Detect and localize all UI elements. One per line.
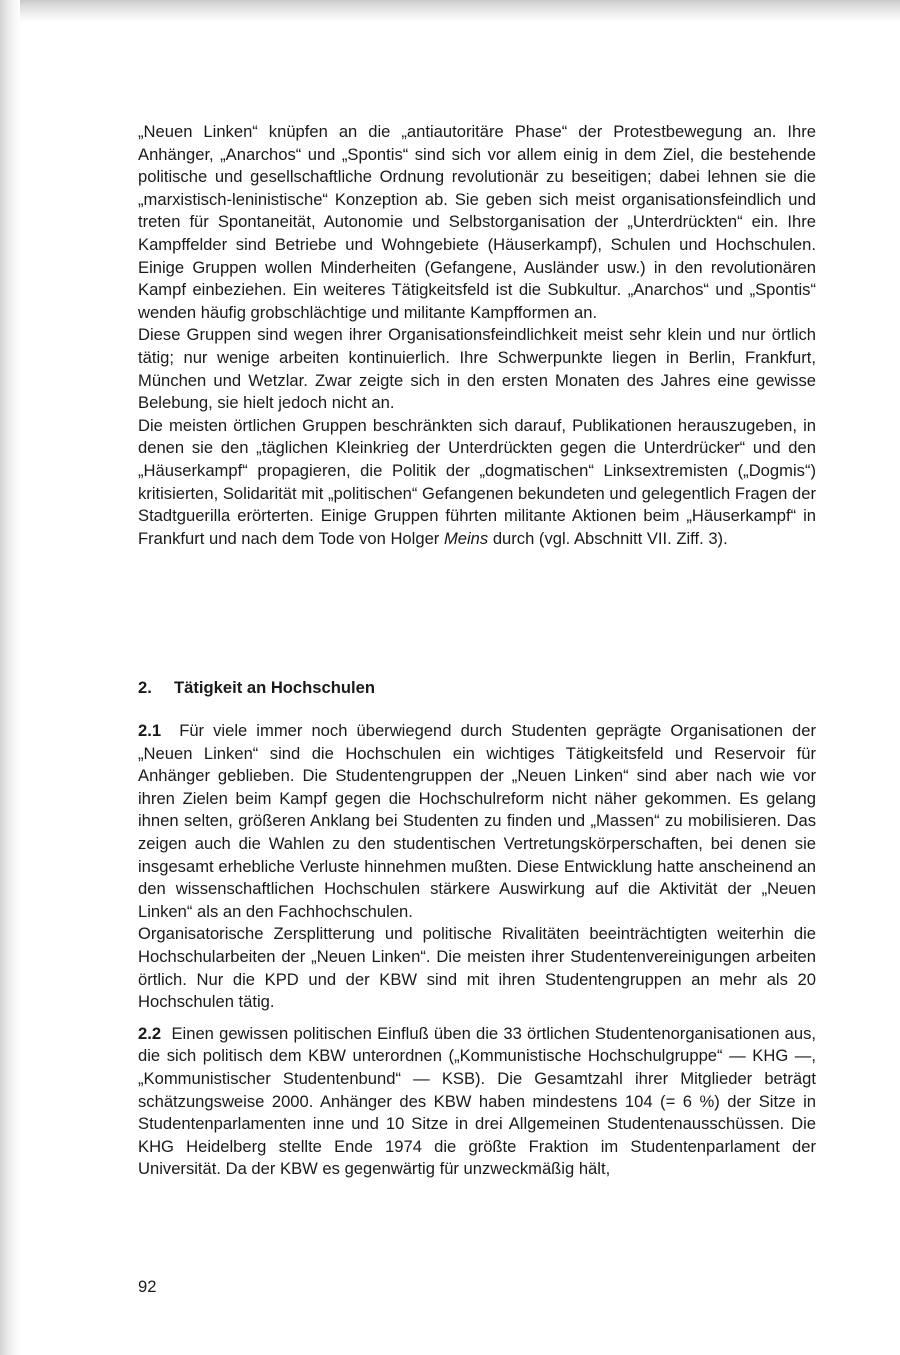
scan-shadow-left (0, 0, 20, 1355)
scan-shadow-top (0, 0, 900, 22)
intro-text (138, 121, 816, 550)
page-number: 92 (138, 1277, 157, 1296)
paragraph-2-2 (138, 1023, 816, 1181)
section-heading (138, 677, 375, 699)
section-text (138, 720, 816, 1181)
intro-paragraph-3 (138, 415, 816, 551)
paragraph-number-2-2: 2.2 (138, 1023, 162, 1043)
intro-paragraph-3-text-a: Die meisten örtlichen Gruppen beschränkten sich darauf, Publikationen herauszugeben, in denen sie den „täglichen Kleinkrieg der Unterdrückten gegen die Unterdrücker“ und den „Häuserkampf“ propagieren, die Politik der „dogmatischen“ Linksextremisten („Dogmis“) kritisierten, Solidarität mit „politischen“ Gefangenen bekundeten und gelegentlich Fragen der Stadtguerilla erörterten. Einige Gruppen führten militante Aktionen beim „Häuserkampf“ in Frankfurt und nach dem Tode von Holger (138, 415, 816, 548)
paragraph-2-1-continued: Organisatorische Zersplitterung und politische Rivalitäten beeinträchtigten weiterhin die Hochschularbeiten der „Neuen Linken“. Die meisten ihrer Studentenvereinigungen arbeiten örtlich. Nur die KPD und der KBW sind mit ihren Studentengruppen an mehr als 20 Hochschulen tätig. (138, 924, 816, 1012)
paragraph-2-1-text: Für viele immer noch überwiegend durch Studenten geprägte Organisationen der „Neuen Linken“ sind die Hochschulen ein wichtiges Tätigkeitsfeld und Reservoir für Anhänger geblieben. Die Studentengruppen der „Neuen Linken“ sind aber nach wie vor ihren Zielen beim Kampf gegen die Hochschulreform nicht näher gekommen. Es gelang ihnen selten, größeren Anklang bei Studenten zu finden und „Massen“ zu mobilisieren. Das zeigen auch die Wahlen zu den studentischen Vertretungskörperschaften, bei denen sie insgesamt erhebliche Verluste hinnehmen mußten. Diese Entwicklung hatte anscheinend an den wissenschaftlichen Hochschulen stärkere Auswirkung auf die Aktivität der „Neuen Linken“ als an den Fachhochschulen. (138, 721, 816, 921)
section-title: Tätigkeit an Hochschulen (174, 678, 376, 697)
paragraph-2-1 (138, 720, 816, 923)
paragraph-number-2-1: 2.1 (138, 721, 162, 740)
intro-paragraph-2: Diese Gruppen sind wegen ihrer Organisationsfeindlichkeit meist sehr klein und nur örtlich tätig; nur wenige arbeiten kontinuierlich. Ihre Schwerpunkte liegen in Berlin, Frankfurt, München und Wetzlar. Zwar zeigte sich in den ersten Monaten des Jahres eine gewisse Belebung, sie hielt jedoch nicht an. (138, 325, 816, 413)
intro-paragraph-1: „Neuen Linken“ knüpfen an die „antiautoritäre Phase“ der Protestbewegung an. Ihre Anhänger, „Anarchos“ und „Spontis“ sind sich vor allem einig in dem Ziel, die bestehende politische und gesellschaftliche Ordnung revolutionär zu beseitigen; dabei lehnen sie die „marxistisch-leninistische“ Konzeption ab. Sie geben sich meist organisationsfeindlich und treten für Spontaneität, Autonomie und Selbstorganisation der „Unterdrückten“ ein. Ihre Kampffelder sind Betriebe und Wohngebiete (Häuserkampf), Schulen und Hochschulen. Einige Gruppen wollen Minderheiten (Gefangene, Ausländer usw.) in den revolutionären Kampf einbeziehen. Ein weiteres Tätigkeitsfeld ist die Subkultur. „Anarchos“ und „Spontis“ wenden häufig grobschlächtige und militante Kampfformen an. (138, 122, 816, 322)
paragraph-2-2-text: Einen gewissen politischen Einfluß üben die 33 örtlichen Studentenorganisationen aus, die sich politisch dem KBW unterordnen („Kommunistische Hochschulgruppe“ — KHG —, „Kommunistischer Studentenbund“ — KSB). Die Gesamtzahl ihrer Mitglieder beträgt schätzungsweise 2000. Anhänger des KBW haben mindestens 104 (= 6 %) der Sitze in Studentenparlamenten inne und 10 Sitze in drei Allgemeinen Studentenausschüssen. Die KHG Heidelberg stellte Ende 1974 die größte Fraktion im Studentenparlament der Universität. Da der KBW es gegenwärtig für unzweckmäßig hält, (138, 1023, 816, 1179)
section-number: 2. (138, 678, 152, 697)
intro-paragraph-3-text-b: durch (vgl. Abschnitt VII. Ziff. 3). (488, 528, 728, 548)
italic-name: Meins (443, 528, 489, 548)
